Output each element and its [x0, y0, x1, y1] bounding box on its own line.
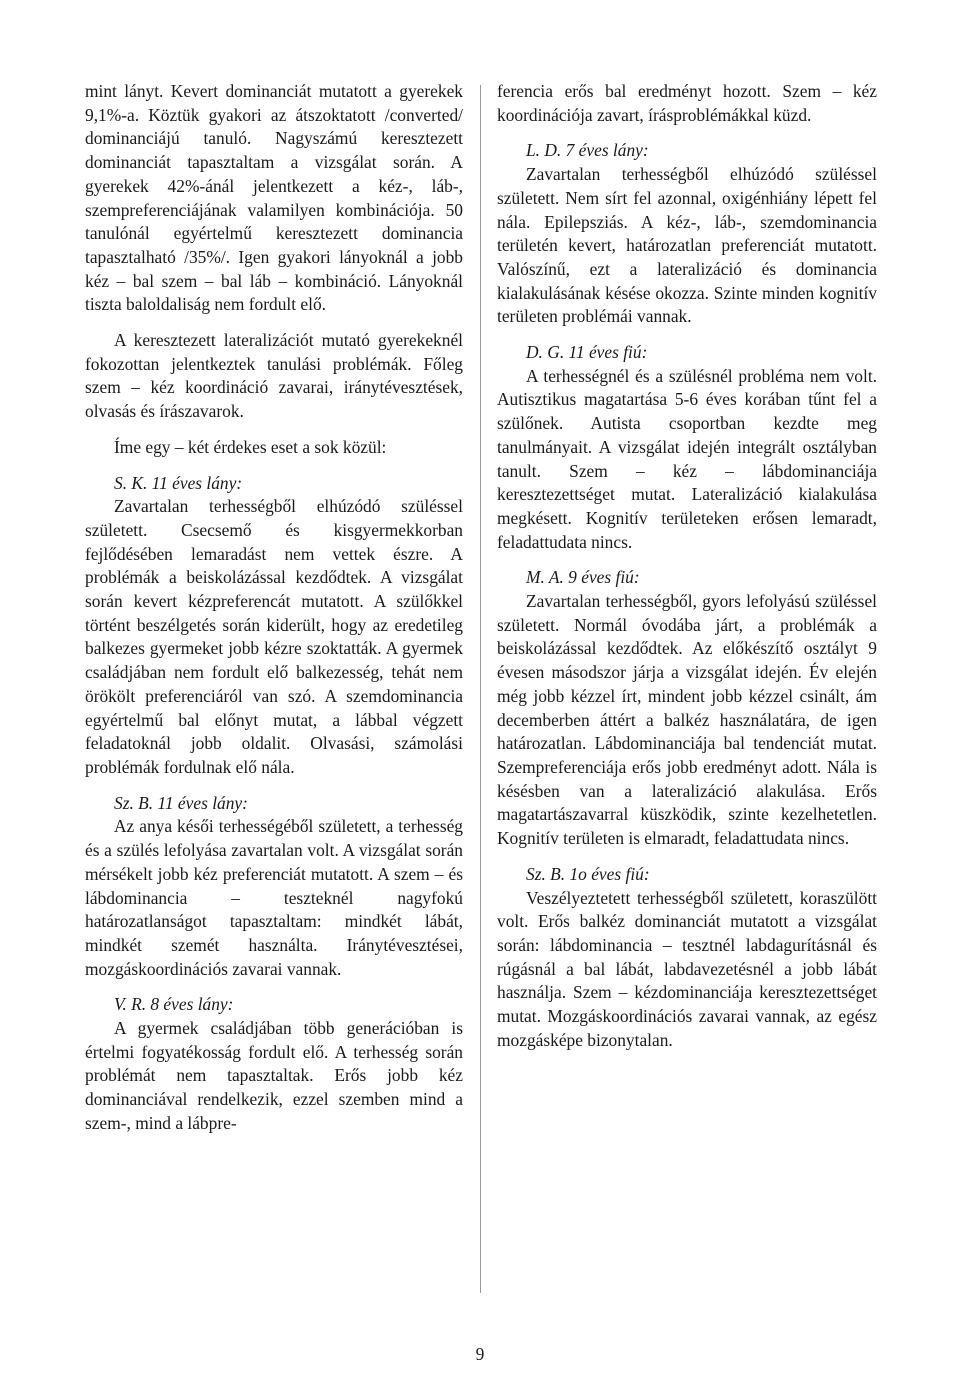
- case-title-sk: S. K. 11 éves lány:: [114, 472, 243, 493]
- left-column: [85, 80, 463, 1136]
- page-number: 9: [475, 1344, 485, 1364]
- case-text-ld: Zavartalan terhességből elhúzódó szüléssel született. Nem sírt fel azonnal, oxigénhiány lépett fel nála. Epilepsziás. A kéz-, láb-, szemdominancia területén kevert, határozatlan preferenciát mutatott. Valószínű, ezt a lateralizáció és dominancia kialakulásának késése okozza. Szinte minden kognitív területen problémái vannak.: [497, 164, 877, 327]
- case-text-sk: Zavartalan terhességből elhúzódó szüléssel született. Csecsemő és kisgyermekkorban fejlődésében lemaradást nem vettek észre. A problémák a beiskolázással kezdődtek. A vizsgálat során kevert kézpreferencát mutatott. A szülőkkel történt beszélgetés során kiderült, hogy az eredetileg balkezes gyermeket jobb kézre szoktatták. A gyermek családjában nem fordult elő balkezesség, tehát nem örökölt preferenciáról van szó. A szemdominancia egyértelmű bal előnyt mutat, a lábbal végzett feladatoknál jobb oldalit. Olvasási, számolási problémák fordulnak elő nála.: [85, 496, 463, 777]
- case-title-szb-boy: Sz. B. 1o éves fiú:: [526, 863, 650, 884]
- case-title-dg: D. G. 11 éves fiú:: [526, 342, 648, 363]
- case-text-szb-boy: Veszélyeztetett terhességből született, koraszülött volt. Erős balkéz dominanciát mutatott a vizsgálat során: lábdominancia – tesztnél labdagurításnál és rúgásnál a bal lábát, labdavezetésnél a jobb lábát használja. Szem – kézdominanciája keresztezettséget mutat. Mozgáskoordinációs zavarai vannak, az egész mozgásképe bizonytalan.: [497, 887, 877, 1050]
- paragraph-learning-problems: A keresztezett lateralizációt mutató gyerekeknél fokozottan jelentkeztek tanulási problémák. Főleg szem – kéz koordináció zavarai, iránytévesztések, olvasás és írászavarok.: [85, 330, 463, 422]
- paragraph-continuation: ferencia erős bal eredményt hozott. Szem – kéz koordinációja zavart, írásproblémákkal küzd.: [497, 81, 877, 125]
- case-text-ma: Zavartalan terhességből, gyors lefolyású szüléssel született. Normál óvodába járt, a problémák a beiskolázással kezdődtek. Az előkészítő osztályt 9 évesen másodszor járja a vizsgálat idején. Év elején még jobb kézzel írt, mindent jobb kézzel csinált, ám decemberben áttért a balkéz használatára, de igen határozatlan. Lábdominanciája bal tendenciát mutat. Szempreferenciája erős jobb eredményt adott. Nála is késésben van a lateralizáció alakulása. Erős magatartászavarral küszködik, szinte kezelhetetlen. Kognitív területen is elmaradt, feladattudata nincs.: [497, 591, 877, 849]
- case-title-szb-girl: Sz. B. 11 éves lány:: [114, 792, 248, 813]
- column-divider: [480, 85, 481, 1293]
- case-title-ld: L. D. 7 éves lány:: [526, 140, 649, 161]
- paragraph-intro: mint lányt. Kevert dominanciát mutatott a gyerekek 9,1%-a. Köztük gyakori az átszoktatott /converted/ dominanciájú tanuló. Nagyszámú keresztezett dominanciát tapasztaltam a vizsgálat során. A gyerekek 42%-ánál jelentkezett a kéz-, láb-, szempreferenciájának valamilyen kombinációja. 50 tanulónál egyértelmű keresztezett dominancia tapasztalható /35%/. Igen gyakori lányoknál a jobb kéz – bal szem – bal láb – kombináció. Lányoknál tiszta baloldaliság nem fordult elő.: [85, 81, 463, 315]
- case-title-vr: V. R. 8 éves lány:: [114, 994, 234, 1015]
- case-text-vr: A gyermek családjában több generációban is értelmi fogyatékosság fordult elő. A terhesség során problémát nem tapasztaltak. Erős jobb kéz dominanciával rendelkezik, ezzel szemben mind a szem-, mind a lábpre-: [85, 1018, 463, 1133]
- case-text-szb-girl: Az anya késői terhességéből született, a terhesség és a szülés lefolyása zavartalan volt. A vizsgálat során mérsékelt jobb kéz preferenciát mutatott. A szem – és lábdominancia – teszteknél nagyfokú határozatlanságot tapasztaltam: mindkét lábát, mindkét szemét használta. Iránytévesztései, mozgáskoordinációs zavarai vannak.: [85, 816, 463, 979]
- case-text-dg: A terhességnél és a szülésnél probléma nem volt. Autisztikus magatartása 5-6 éves korában tűnt fel a szülőnek. Autista csoportban kezdte meg tanulmányait. A vizsgálat idején integrált osztályban tanult. Szem – kéz – lábdominanciája keresztezettséget mutat. Lateralizáció kialakulása megkésett. Kognitív területeken erősen lemaradt, feladattudata nincs.: [497, 365, 877, 552]
- paragraph-examples-intro: Íme egy – két érdekes eset a sok közül:: [114, 436, 387, 457]
- case-title-ma: M. A. 9 éves fiú:: [526, 567, 640, 588]
- right-column: [497, 80, 877, 1052]
